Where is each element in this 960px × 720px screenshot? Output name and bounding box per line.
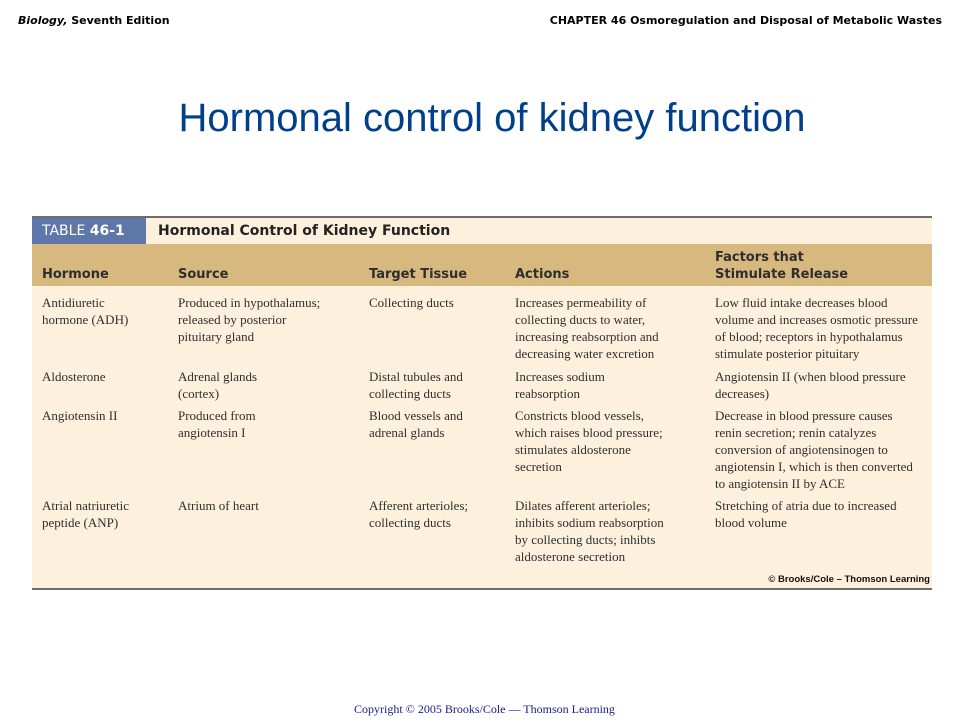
table-row [32, 368, 932, 404]
table-row [32, 294, 932, 362]
table-row [32, 407, 932, 493]
column-header-source: Source [178, 267, 229, 282]
table-label [32, 218, 144, 244]
cell-source: Produced from angiotensin I [178, 408, 256, 440]
cell-source: Produced in hypothalamus; released by posterior pituitary gland [178, 295, 321, 344]
table-label-divider [144, 218, 146, 244]
cell-factors: Decrease in blood pressure causes renin secretion; renin catalyzes conversion of angiotensinogen to angiotensin I, which is then converted to angiotensin II by ACE [715, 408, 913, 491]
table-credit: © Brooks/Cole – Thomson Learning [768, 574, 930, 585]
cell-target: Blood vessels and adrenal glands [369, 408, 463, 440]
cell-hormone: Aldosterone [42, 369, 106, 384]
column-header-factors: Factors that Stimulate Release [715, 250, 849, 282]
slide-title: Hormonal control of kidney function [178, 96, 806, 140]
table-row [32, 497, 932, 565]
table-label-prefix: TABLE [42, 223, 90, 239]
book-edition: Seventh Edition [67, 14, 170, 27]
book-title-header [18, 14, 170, 27]
cell-hormone: Atrial natriuretic peptide (ANP) [42, 498, 129, 530]
column-header-target-tissue: Target Tissue [369, 267, 468, 282]
cell-factors: Stretching of atria due to increased blood volume [715, 498, 897, 530]
copyright-footer: Copyright © 2005 Brooks/Cole — Thomson Learning [354, 702, 615, 716]
cell-actions: Increases sodium reabsorption [515, 369, 605, 401]
chapter-header: CHAPTER 46 Osmoregulation and Disposal of Metabolic Wastes [549, 14, 942, 27]
cell-target: Collecting ducts [369, 295, 454, 310]
hormone-table [32, 216, 932, 590]
table-header-row [32, 244, 932, 286]
cell-factors: Low fluid intake decreases blood volume and increases osmotic pressure of blood; receptors in hypothalamus stimulate posterior pituitary [715, 295, 918, 361]
cell-actions: Constricts blood vessels, which raises blood pressure; stimulates aldosterone secretion [515, 408, 663, 474]
cell-source: Atrium of heart [178, 498, 259, 513]
column-header-actions: Actions [515, 267, 570, 282]
cell-target: Distal tubules and collecting ducts [369, 369, 463, 401]
cell-actions: Increases permeability of collecting ducts to water, increasing reabsorption and decreasing water excretion [515, 295, 659, 361]
table-title-bar [32, 218, 932, 244]
cell-source: Adrenal glands (cortex) [178, 369, 258, 401]
cell-actions: Dilates afferent arterioles; inhibits sodium reabsorption by collecting ducts; inhibts aldosterone secretion [515, 498, 664, 564]
book-title: Biology, [18, 14, 68, 27]
table-label-number: 46-1 [89, 223, 125, 239]
table-caption: Hormonal Control of Kidney Function [158, 223, 451, 239]
cell-target: Afferent arterioles; collecting ducts [369, 498, 469, 530]
cell-factors: Angiotensin II (when blood pressure decreases) [715, 369, 906, 401]
cell-hormone: Angiotensin II [42, 408, 118, 423]
column-header-hormone: Hormone [42, 267, 109, 282]
cell-hormone: Antidiuretic hormone (ADH) [42, 295, 129, 327]
